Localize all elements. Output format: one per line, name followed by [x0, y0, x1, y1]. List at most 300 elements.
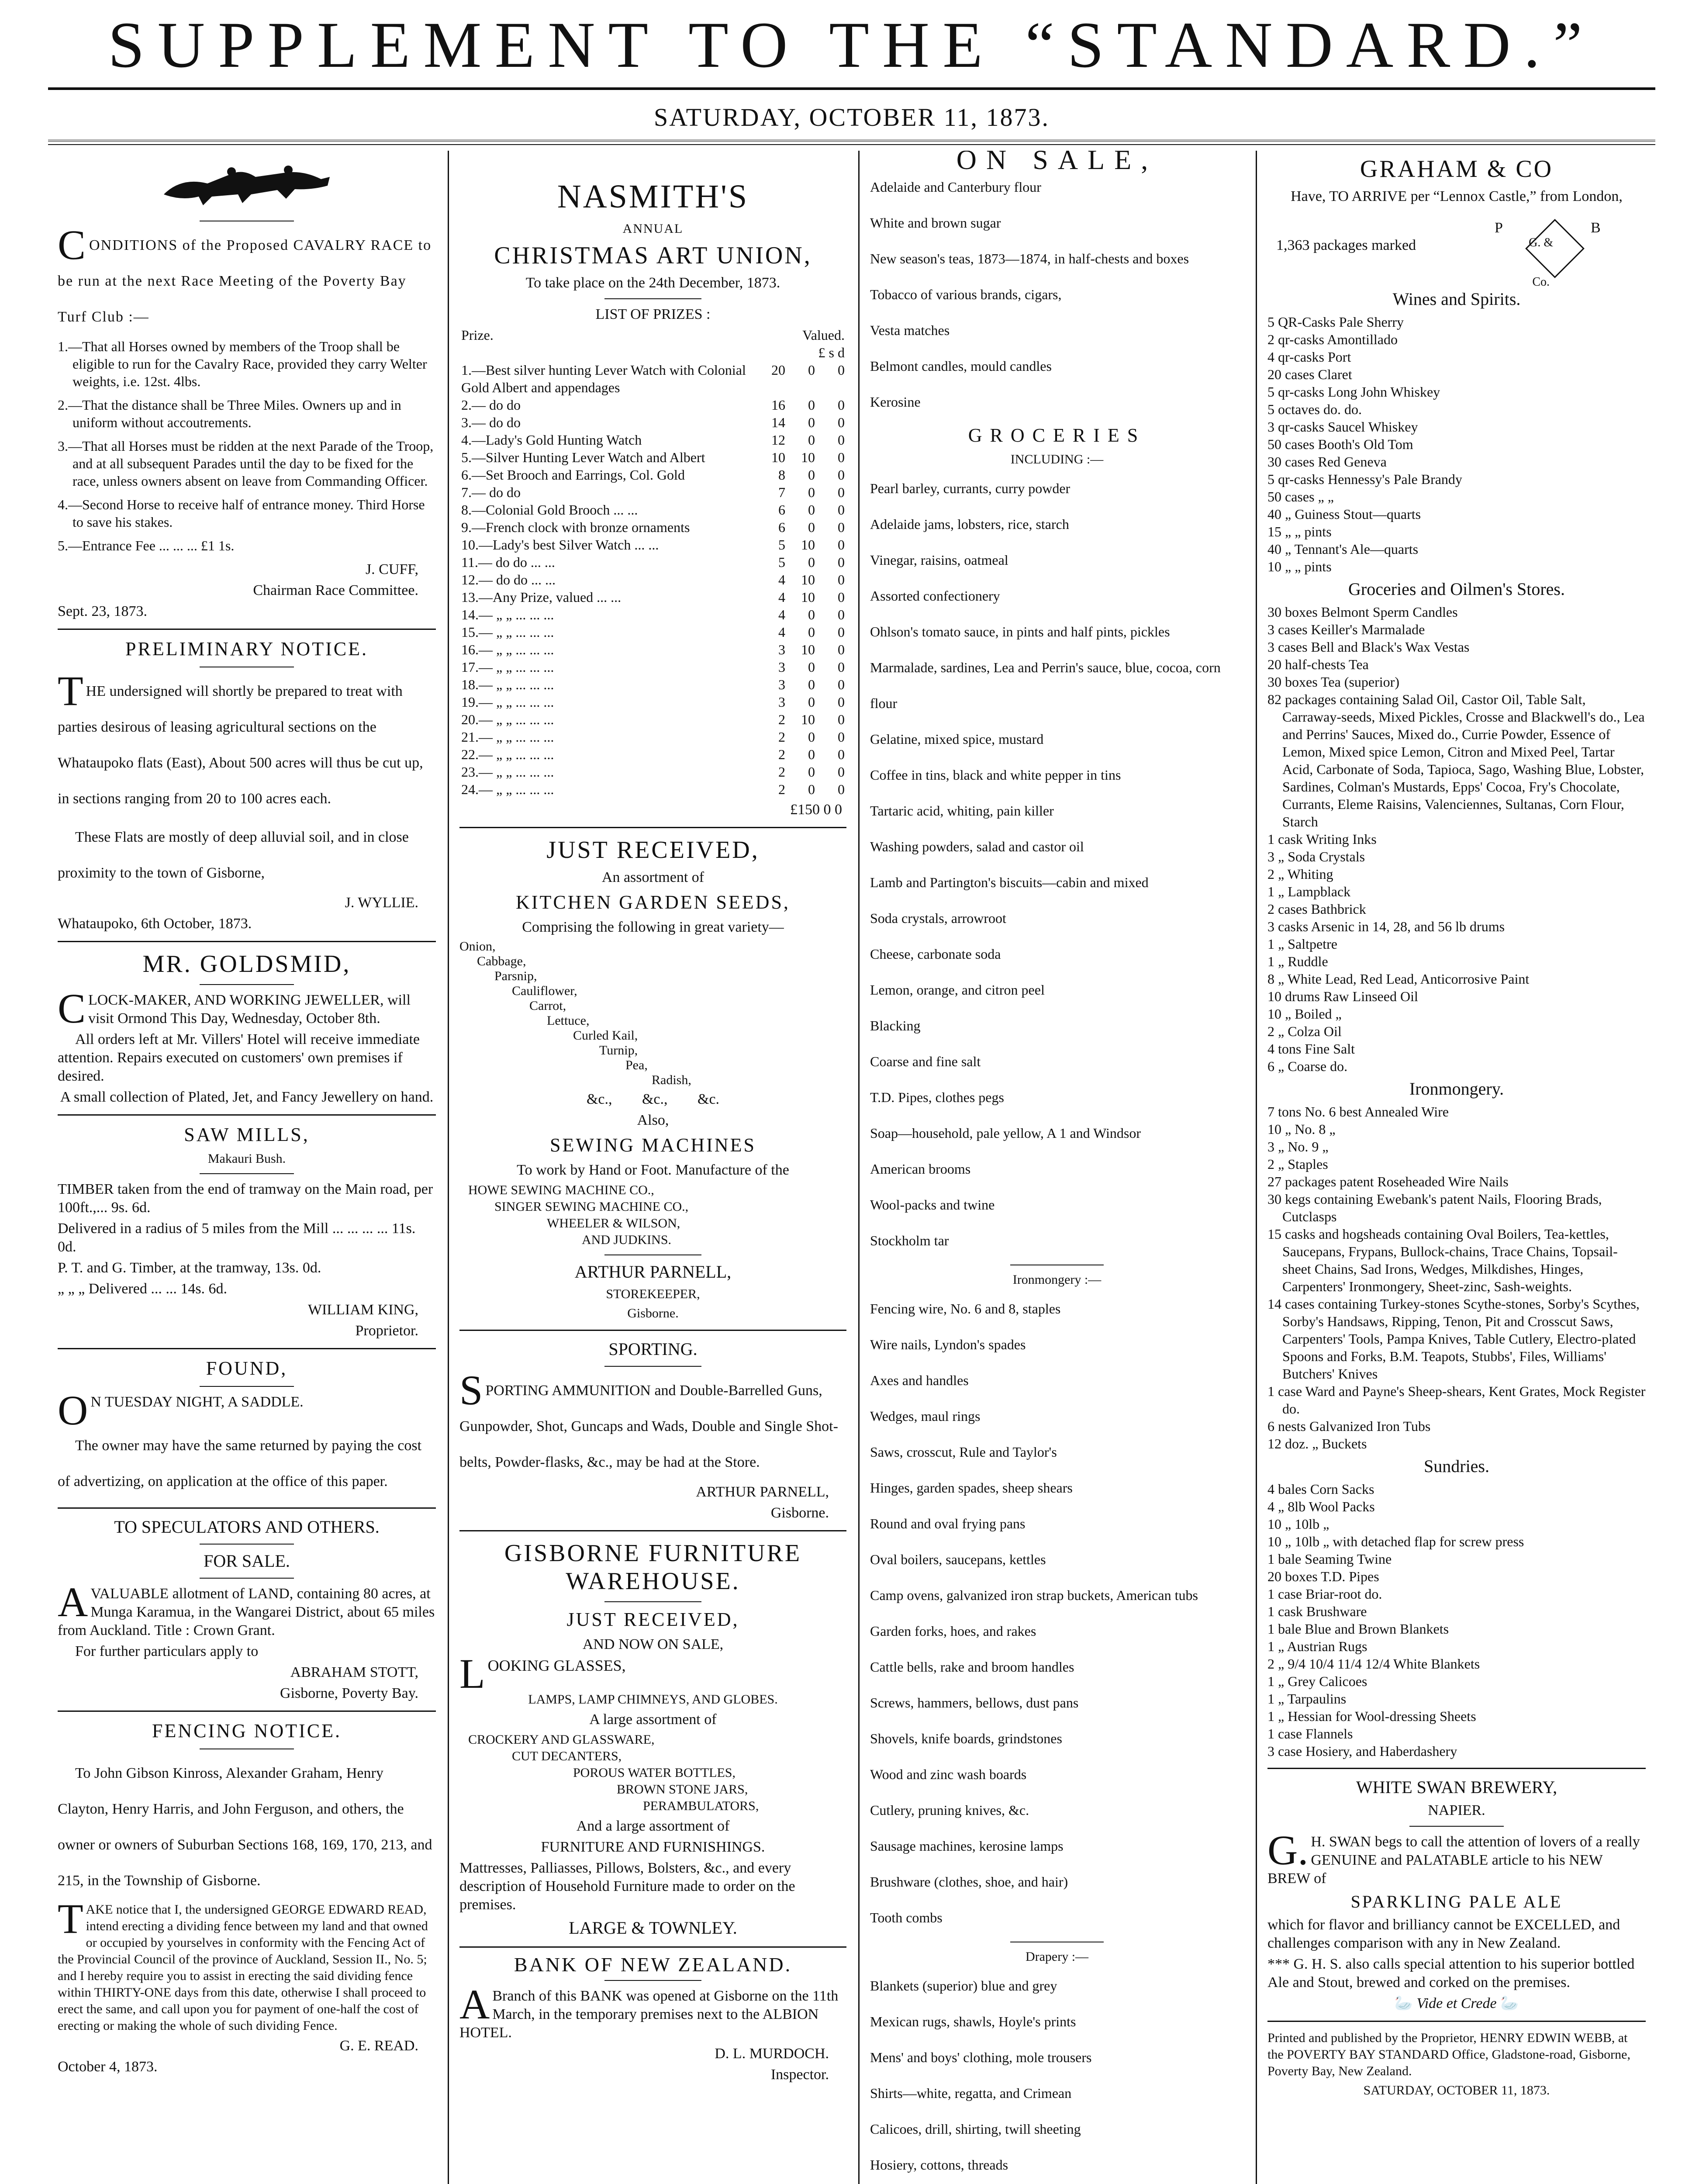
list-item: 30 cases Red Geneva — [1267, 454, 1387, 470]
list-item: 5 qr-casks Hennessy's Pale Brandy — [1267, 471, 1462, 487]
signer: J. WYLLIE. — [345, 895, 418, 911]
signer: LARGE & TOWNLEY. — [569, 1918, 737, 1938]
list-item: Hosiery, cottons, threads — [870, 2157, 1008, 2173]
swan-motto — [1267, 1994, 1646, 2013]
signer: ABRAHAM STOTT, — [290, 1664, 418, 1680]
table-cell: 0 — [838, 519, 845, 535]
list-item: 2 „ Colza Oil — [1267, 1023, 1342, 1039]
section-heading: ON SALE, — [956, 151, 1158, 175]
list-item: Stockholm tar — [870, 1233, 949, 1248]
notice-body: SPORTING AMMUNITION and Double-Barrelled Guns, Gunpowder, Shot, Guncaps and Wads, Double and Single Shot-belts, Powder-flasks, &c., may be had at the Store. — [459, 1367, 838, 1470]
table-cell: 4 — [778, 624, 785, 640]
marked-label: 1,363 packages marked — [1276, 237, 1416, 253]
list-item: Lemon, orange, and citron peel — [870, 982, 1045, 998]
list-item: 1 cask Writing Inks — [1267, 831, 1377, 847]
list-item: Saws, crosscut, Rule and Taylor's — [870, 1444, 1057, 1460]
table-cell: 2 — [778, 746, 785, 762]
list-item: 3 „ Soda Crystals — [1267, 849, 1365, 864]
signer: ARTHUR PARNELL, — [696, 1484, 829, 1500]
list-item: Assorted confectionery — [870, 588, 1000, 604]
table-cell: 0 — [808, 659, 815, 675]
divider — [58, 941, 436, 942]
signer: J. CUFF, — [365, 561, 418, 577]
table-row — [459, 641, 846, 658]
section-subheading: AND NOW ON SALE, — [582, 1636, 724, 1652]
table-cell: 0 — [838, 712, 845, 727]
list-item: 10 „ 10lb „ with detached flap for screw press — [1267, 1534, 1524, 1549]
table-row — [459, 571, 846, 588]
etc-line: &c., &c., &c. — [586, 1091, 720, 1107]
table-row — [459, 658, 846, 676]
notice-body: ABranch of this BANK was opened at Gisborne on the 11th March, in the temporary premises next to the ALBION HOTEL. — [459, 1981, 839, 2041]
table-cell: 2 — [778, 764, 785, 780]
list-item: 4 tons Fine Salt — [1267, 1041, 1355, 1057]
table-cell: 0 — [808, 467, 815, 483]
table-cell: 8 — [778, 467, 785, 483]
list-item: 30 boxes Belmont Sperm Candles — [1267, 604, 1458, 620]
divider — [459, 1946, 846, 1948]
table-cell: 14 — [771, 415, 785, 430]
divider — [1409, 1826, 1504, 1827]
list-item: 4 qr-casks Port — [1267, 349, 1351, 365]
list-item: 4 bales Corn Sacks — [1267, 1481, 1374, 1497]
furniture-line: LAMPS, LAMP CHIMNEYS, AND GLOBES. — [528, 1692, 778, 1707]
masthead-double-rule — [48, 140, 1655, 145]
mark-letter-center: G. & Co. — [1529, 235, 1554, 289]
divider — [604, 1980, 701, 1981]
crockery-list — [459, 1731, 846, 1814]
section-heading: JUST RECEIVED, — [546, 836, 760, 864]
notice-body: CLOCK-MAKER, AND WORKING JEWELLER, will visit Ormond This Day, Wednesday, October 8th. — [58, 985, 411, 1032]
table-cell: 18.— „ „ ... ... ... — [461, 677, 554, 692]
list-item: Coarse and fine salt — [870, 1054, 981, 1069]
table-cell: 10 — [801, 572, 815, 587]
table-cell: 22.— „ „ ... ... ... — [461, 746, 554, 762]
section-desc: Comprising the following in great variety— — [522, 919, 784, 935]
list-item: Belmont candles, mould candles — [870, 358, 1052, 374]
list-item: 15 „ „ pints — [1267, 524, 1332, 539]
list-item: POROUS WATER BOTTLES, — [573, 1766, 736, 1780]
list-item: Cattle bells, rake and broom handles — [870, 1659, 1074, 1675]
table-row — [459, 781, 846, 798]
table-cell: 2 — [778, 712, 785, 727]
table-cell: 0 — [838, 449, 845, 465]
list-item: 5 octaves do. do. — [1267, 401, 1362, 417]
table-cell: 0 — [838, 415, 845, 430]
list-item: 7 tons No. 6 best Annealed Wire — [1267, 1104, 1449, 1120]
table-cell: 0 — [808, 502, 815, 518]
column-3 — [860, 151, 1254, 2184]
divider — [1267, 2021, 1646, 2022]
list-item: 4 „ 8lb Wool Packs — [1267, 1499, 1375, 1514]
list-item: 1 „ Saltpetre — [1267, 936, 1337, 952]
list-item: Lettuce, — [547, 1013, 590, 1028]
section-heading: MR. GOLDSMID, — [142, 950, 351, 978]
notice-body: These Flats are mostly of deep alluvial soil, and in close proximity to the town of Gisborne, — [58, 829, 409, 881]
shipping-mark — [1267, 219, 1646, 289]
section-heading: WHITE SWAN BREWERY, — [1356, 1777, 1557, 1797]
table-cell: 11.— do do ... ... — [461, 554, 555, 570]
list-item: Adelaide jams, lobsters, rice, starch — [870, 516, 1069, 532]
list-item: Sausage machines, kerosine lamps — [870, 1838, 1064, 1854]
notice-lead: ON TUESDAY NIGHT, A SADDLE. — [58, 1387, 304, 1434]
prize-total: £150 0 0 — [790, 802, 842, 818]
list-item: Lamb and Partington's biscuits—cabin and mixed — [870, 874, 1149, 890]
list-item: 1 „ Tarpaulins — [1267, 1691, 1347, 1707]
table-cell: 0 — [808, 764, 815, 780]
signer: ARTHUR PARNELL, — [574, 1262, 732, 1282]
divider — [58, 629, 436, 630]
list-item: 50 cases Booth's Old Tom — [1267, 436, 1413, 452]
swan-icon: 🦢 — [1500, 1995, 1519, 2011]
list-item: 3 casks Arsenic in 14, 28, and 56 lb drums — [1267, 919, 1505, 934]
list-item: Wire nails, Lyndon's spades — [870, 1337, 1026, 1352]
table-cell: 0 — [808, 607, 815, 622]
event-date: To take place on the 24th December, 1873. — [525, 275, 780, 291]
table-row — [459, 728, 846, 746]
list-item: 27 packages patent Roseheaded Wire Nails — [1267, 1174, 1509, 1189]
list-item: Tobacco of various brands, cigars, — [870, 287, 1062, 302]
table-row — [459, 518, 846, 536]
list-item: 1 case Briar-root do. — [1267, 1586, 1382, 1602]
table-cell: 0 — [838, 467, 845, 483]
notice-body: The owner may have the same returned by paying the cost of advertizing, on application at the office of this paper. — [58, 1438, 422, 1489]
table-cell: 0 — [838, 781, 845, 797]
section-subheading: JUST RECEIVED, — [566, 1609, 739, 1630]
list-item: 1 „ Grey Calicoes — [1267, 1673, 1367, 1689]
list-item: Cheese, carbonate soda — [870, 946, 1001, 962]
list-item: Washing powders, salad and castor oil — [870, 839, 1084, 854]
column-4 — [1258, 151, 1655, 2184]
table-cell: 19.— „ „ ... ... ... — [461, 694, 554, 710]
table-cell: 4 — [778, 589, 785, 605]
swan-icon: 🦢 — [1394, 1995, 1413, 2011]
notice-date: Sept. 23, 1873. — [58, 603, 147, 619]
list-item: 6 nests Galvanized Iron Tubs — [1267, 1418, 1431, 1434]
table-cell: 0 — [808, 729, 815, 745]
list-item: 14 cases containing Turkey-stones Scythe-stones, Sorby's Scythes, Sorby's Handsaws, Ripping, Tenon, Pit and Crosscut Saws, Carpenters' Tools, Pampa Knives, Table Cutlery, Electro-plated Spoons and Forks, B.M. Teapots, Stubbs', Files, Williams' Butchers' Knives — [1267, 1296, 1640, 1382]
price-line: TIMBER taken from the end of tramway on the Main road, per 100ft.,... 9s. 6d. — [58, 1181, 433, 1216]
list-item: 4.—Second Horse to receive half of entrance money. Third Horse to save his stakes. — [58, 497, 425, 530]
table-cell: 0 — [838, 746, 845, 762]
table-cell: 4.—Lady's Gold Hunting Watch — [461, 432, 642, 448]
table-row — [459, 763, 846, 781]
divider — [604, 1366, 701, 1367]
list-item: 8 „ White Lead, Red Lead, Anticorrosive Paint — [1267, 971, 1530, 987]
column-header: Valued. — [802, 327, 845, 343]
list-item: Vesta matches — [870, 322, 950, 338]
section-subheading: Groceries and Oilmen's Stores. — [1348, 579, 1565, 599]
imprint-date: SATURDAY, OCTOBER 11, 1873. — [1363, 2083, 1550, 2098]
table-cell: 0 — [838, 659, 845, 675]
list-item: Coffee in tins, black and white pepper in tins — [870, 767, 1121, 783]
table-cell: 13.—Any Prize, valued ... ... — [461, 589, 622, 605]
table-row — [459, 711, 846, 728]
list-item: 2 qr-casks Amontillado — [1267, 332, 1398, 347]
table-cell: 0 — [838, 764, 845, 780]
table-cell: 6.—Set Brooch and Earrings, Col. Gold — [461, 467, 685, 483]
list-item: Garden forks, hoes, and rakes — [870, 1623, 1036, 1639]
list-item: Vinegar, raisins, oatmeal — [870, 552, 1008, 568]
notice-body: TAKE notice that I, the undersigned GEORGE EDWARD READ, intend erecting a dividing fence between my land and that owned or occupied by yourselves in conformity with the Fencing Act of the Provincial Council of the province of Auckland, Session II., No. 5; and I hereby require you to assist in erecting the said dividing fence within THIRTY-ONE days from this date, otherwise I shall proceed to erect the same, and call upon you for payment of one-half the cost of erecting or making the whole of such dividing Fence. — [58, 1895, 428, 2033]
diamond-mark-icon — [1525, 219, 1585, 289]
list-item: 82 packages containing Salad Oil, Castor Oil, Table Salt, Carraway-seeds, Mixed Pickles, Crosse and Blackwell's do., Lea and Perrins' Sauces, Mixed do., Currie Powder, Essence of Lemon, Mixed spice Lemon, Citron and Mixed Peel, Tartar Acid, Carbonate of Soda, Tapioca, Sago, Washing Blue, Lobster, Sardines, Colman's Mustards, Epps' Cocoa, Fry's Chocolate, Currants, Eleme Raisins, Valenciennes, Sultanas, Corn Flour, Starch — [1267, 691, 1645, 829]
table-cell: 23.— „ „ ... ... ... — [461, 764, 554, 780]
column-header: Prize. — [461, 327, 494, 343]
list-item: Oval boilers, saucepans, kettles — [870, 1552, 1046, 1567]
section-subheading: Also, — [637, 1112, 669, 1128]
section-heading: FOUND, — [206, 1358, 288, 1379]
section-heading: TO SPECULATORS AND OTHERS. — [114, 1517, 380, 1537]
list-item: 3.—That all Horses must be ridden at the next Parade of the Troop, and at all subsequent Parades until the day to be fixed for the race, unless owners absent on leave from Commanding Officer. — [58, 438, 434, 489]
table-cell: 21.— „ „ ... ... ... — [461, 729, 554, 745]
list-item: Screws, hammers, bellows, dust pans — [870, 1695, 1079, 1711]
list-item: Parsnip, — [494, 969, 537, 983]
signer-title: Chairman Race Committee. — [253, 582, 418, 598]
list-item: 1 „ Ruddle — [1267, 954, 1328, 969]
seed-list — [459, 939, 846, 1088]
table-cell: 0 — [808, 624, 815, 640]
section-title: SEWING MACHINES — [550, 1134, 756, 1156]
list-item: CUT DECANTERS, — [512, 1749, 622, 1763]
table-cell: 5.—Silver Hunting Lever Watch and Albert — [461, 449, 705, 465]
table-cell: 24.— „ „ ... ... ... — [461, 781, 554, 797]
wines-list — [1267, 313, 1646, 575]
table-row — [459, 676, 846, 693]
list-item: 40 „ Guiness Stout—quarts — [1267, 506, 1421, 522]
table-cell: 10 — [801, 449, 815, 465]
prize-rows — [459, 361, 846, 798]
divider — [459, 1530, 846, 1531]
divider — [604, 1254, 701, 1255]
list-item: 1 „ Austrian Rugs — [1267, 1638, 1367, 1654]
notice-body: For further particulars apply to — [75, 1643, 259, 1659]
notice-body: G.H. SWAN begs to call the attention of lovers of a really GENUINE and PALATABLE article to his NEW BREW of — [1267, 1827, 1640, 1887]
ironmongery-list — [1267, 1103, 1646, 1452]
list-item: 10 drums Raw Linseed Oil — [1267, 988, 1418, 1004]
list-item: Wood and zinc wash boards — [870, 1766, 1027, 1782]
prize-table — [459, 326, 846, 798]
notice-date: October 4, 1873. — [58, 2059, 158, 2075]
newspaper-title: SUPPLEMENT TO THE “STANDARD.” — [108, 9, 1595, 81]
divider — [58, 1711, 436, 1712]
table-cell: 0 — [838, 589, 845, 605]
table-cell: 0 — [838, 432, 845, 448]
column-rule — [1256, 151, 1257, 2184]
list-item: 30 boxes Tea (superior) — [1267, 674, 1399, 690]
list-heading: LIST OF PRIZES : — [595, 306, 711, 322]
list-item: Carrot, — [529, 999, 566, 1013]
table-cell: 2.— do do — [461, 397, 521, 413]
table-cell: 2 — [778, 781, 785, 797]
list-item: Fencing wire, No. 6 and 8, staples — [870, 1301, 1061, 1317]
list-item: 5.—Entrance Fee ... ... ... £1 1s. — [58, 538, 235, 553]
drapery-list — [870, 1968, 1244, 2184]
table-row — [459, 693, 846, 711]
list-item: 3 „ No. 9 „ — [1267, 1139, 1329, 1154]
list-item: 2 cases Bathbrick — [1267, 901, 1366, 917]
table-cell: 6 — [778, 502, 785, 518]
list-item: American brooms — [870, 1161, 971, 1177]
list-item: 20 boxes T.D. Pipes — [1267, 1569, 1379, 1584]
notice-body: *** G. H. S. also calls special attention to his superior bottled Ale and Stout, brewed and corked on the premises. — [1267, 1956, 1635, 1990]
list-item: 2.—That the distance shall be Three Miles. Owners up and in uniform without accoutrements. — [58, 397, 401, 430]
table-cell: 3 — [778, 694, 785, 710]
table-row — [459, 536, 846, 553]
column-1 — [48, 151, 445, 2184]
list-item: Soda crystals, arrowroot — [870, 910, 1006, 926]
list-item: 1 case Flannels — [1267, 1726, 1353, 1742]
table-cell: 0 — [808, 519, 815, 535]
list-item: Kerosine — [870, 394, 921, 410]
table-cell: 6 — [778, 519, 785, 535]
section-subheading: Drapery :— — [1025, 1949, 1089, 1964]
divider — [58, 1348, 436, 1349]
list-item: 3 cases Keiller's Marmalade — [1267, 622, 1425, 637]
notice-body: A small collection of Plated, Jet, and Fancy Jewellery on hand. — [60, 1089, 434, 1105]
table-row — [459, 553, 846, 571]
table-row — [459, 484, 846, 501]
divider — [58, 1114, 436, 1116]
list-item: 12 doz. „ Buckets — [1267, 1436, 1367, 1451]
list-item: Wool-packs and twine — [870, 1197, 995, 1213]
section-subheading: FOR SALE. — [204, 1551, 290, 1571]
section-subheading: ANNUAL — [622, 221, 684, 236]
table-cell: 0 — [838, 362, 845, 378]
signer: G. E. READ. — [339, 2038, 418, 2054]
section-desc: To work by Hand or Foot. Manufacture of the — [517, 1162, 789, 1178]
section-subheading: Ironmongery. — [1409, 1079, 1504, 1099]
list-item: 15 casks and hogsheads containing Oval Boilers, Tea-kettles, Saucepans, Frypans, Bullock-chains, Trace Chains, Topsail-sheet Chains, Sad Irons, Wedges, Milkdishes, Hinges, Carpenters' Ironmongery, Sheet-zinc, Sash-weights. — [1267, 1226, 1618, 1294]
list-item: 3 case Hosiery, and Haberdashery — [1267, 1743, 1457, 1759]
section-heading: PRELIMINARY NOTICE. — [125, 638, 368, 660]
table-row — [459, 466, 846, 484]
furniture-line: And a large assortment of — [576, 1818, 730, 1834]
list-item: 1 case Ward and Payne's Sheep-shears, Kent Grates, Mock Register do. — [1267, 1383, 1646, 1417]
mark-letter-left: P — [1495, 220, 1503, 236]
table-cell: 15.— „ „ ... ... ... — [461, 624, 554, 640]
list-item: 1 „ Hessian for Wool-dressing Sheets — [1267, 1708, 1476, 1724]
table-cell: 0 — [808, 484, 815, 500]
section-subheading: Ironmongery :— — [1012, 1272, 1102, 1287]
list-item: 6 „ Coarse do. — [1267, 1058, 1348, 1074]
table-row — [459, 361, 846, 396]
list-item: Blankets (superior) blue and grey — [870, 1978, 1057, 1994]
table-cell: 12.— do do ... ... — [461, 572, 556, 587]
list-item: 1 „ Lampblack — [1267, 884, 1351, 899]
section-heading: SPORTING. — [608, 1339, 698, 1359]
table-cell: 10 — [801, 537, 815, 553]
list-item: Tooth combs — [870, 1910, 943, 1925]
notice-body: THE undersigned will shortly be prepared to treat with parties desirous of leasing agricultural sections on the Whataupoko flats (East), About 500 acres will thus be cut up, in sections ranging from 20 to 100 acres each. — [58, 667, 423, 807]
price-line: Delivered in a radius of 5 miles from the Mill ... ... ... ... 11s. 0d. — [58, 1220, 416, 1255]
list-item: 1 cask Brushware — [1267, 1603, 1367, 1619]
list-item: Tartaric acid, whiting, pain killer — [870, 803, 1054, 819]
table-cell: 0 — [808, 432, 815, 448]
section-subheading: Sundries. — [1424, 1456, 1489, 1476]
table-cell: 0 — [838, 729, 845, 745]
list-item: Wedges, maul rings — [870, 1408, 981, 1424]
table-cell: 1.—Best silver hunting Lever Watch with Colonial Gold Albert and appendages — [461, 362, 746, 395]
table-row — [459, 396, 846, 414]
section-heading: NASMITH'S — [557, 178, 749, 215]
list-item: 3 cases Bell and Black's Wax Vestas — [1267, 639, 1470, 655]
list-item: 10 „ Boiled „ — [1267, 1006, 1342, 1022]
oilmen-stores-list — [1267, 603, 1646, 1075]
notice-body: Mattresses, Palliasses, Pillows, Bolsters, &c., and every description of Household Furniture made to order on the premises. — [459, 1860, 795, 1913]
table-cell: 0 — [838, 607, 845, 622]
furniture-line: A large assortment of — [589, 1711, 717, 1728]
list-item: CROCKERY AND GLASSWARE, — [468, 1732, 655, 1747]
notice-body: which for flavor and brilliancy cannot be EXCELLED, and challenges comparison with any in New Zealand. — [1267, 1917, 1620, 1951]
divider — [58, 1507, 436, 1509]
column-rule — [858, 151, 860, 2184]
section-subheading: Have, TO ARRIVE per “Lennox Castle,” from London, — [1291, 188, 1623, 204]
table-cell: 0 — [808, 554, 815, 570]
list-item: 20 cases Claret — [1267, 366, 1352, 382]
table-cell: 0 — [838, 484, 845, 500]
table-cell: 20 — [771, 362, 785, 378]
table-cell: 3 — [778, 642, 785, 657]
section-subheading: An assortment of — [601, 869, 704, 885]
list-item: Turnip, — [599, 1043, 638, 1057]
table-cell: 10 — [771, 449, 785, 465]
list-item: 2 „ Whiting — [1267, 866, 1333, 882]
signer-title: Inspector. — [770, 2067, 829, 2083]
table-cell: 0 — [808, 362, 815, 378]
list-item: 3 qr-casks Saucel Whiskey — [1267, 419, 1418, 435]
notice-date: Whataupoko, 6th October, 1873. — [58, 916, 252, 932]
groceries-list — [870, 470, 1244, 1258]
table-row — [459, 623, 846, 641]
list-item: 10 „ No. 8 „ — [1267, 1121, 1336, 1137]
table-cell: 9.—French clock with bronze ornaments — [461, 519, 690, 535]
section-heading: GRAHAM & CO — [1360, 156, 1554, 183]
sundries-list — [1267, 1480, 1646, 1760]
divider — [1267, 1768, 1646, 1769]
list-item: 40 „ Tennant's Ale—quarts — [1267, 541, 1419, 557]
divider — [200, 1578, 294, 1579]
table-cell: 4 — [778, 572, 785, 587]
signer-title: STOREKEEPER, — [606, 1287, 700, 1301]
product-name: SPARKLING PALE ALE — [1350, 1892, 1563, 1911]
table-cell: 0 — [838, 554, 845, 570]
cavalry-intro: CONDITIONS of the Proposed CAVALRY RACE to be run at the next Race Meeting of the Poverty Bay Turf Club :— — [58, 221, 432, 325]
price-line: P. T. and G. Timber, at the tramway, 13s. 0d. — [58, 1260, 321, 1276]
table-cell: 0 — [838, 397, 845, 413]
table-cell: 0 — [808, 746, 815, 762]
table-cell: 0 — [838, 677, 845, 692]
list-item: Calicoes, drill, shirting, twill sheeting — [870, 2121, 1081, 2137]
table-row — [459, 606, 846, 623]
list-item: 20 half-chests Tea — [1267, 657, 1369, 672]
table-cell: 4 — [778, 607, 785, 622]
list-item: Cabbage, — [477, 954, 526, 968]
signer-title: Gisborne, Poverty Bay. — [280, 1685, 418, 1701]
section-heading: FENCING NOTICE. — [152, 1720, 342, 1742]
table-header — [459, 344, 846, 361]
signer: D. L. MURDOCH. — [715, 2046, 829, 2062]
table-cell: 0 — [808, 694, 815, 710]
list-item: 50 cases „ „ — [1267, 489, 1334, 505]
list-item: Curled Kail, — [573, 1028, 638, 1043]
divider — [200, 1544, 294, 1545]
table-cell: 0 — [808, 415, 815, 430]
table-row — [459, 449, 846, 466]
list-item: New season's teas, 1873—1874, in half-chests and boxes — [870, 251, 1189, 266]
list-item: Mens' and boys' clothing, mole trousers — [870, 2049, 1092, 2065]
table-cell: 20.— „ „ ... ... ... — [461, 712, 554, 727]
